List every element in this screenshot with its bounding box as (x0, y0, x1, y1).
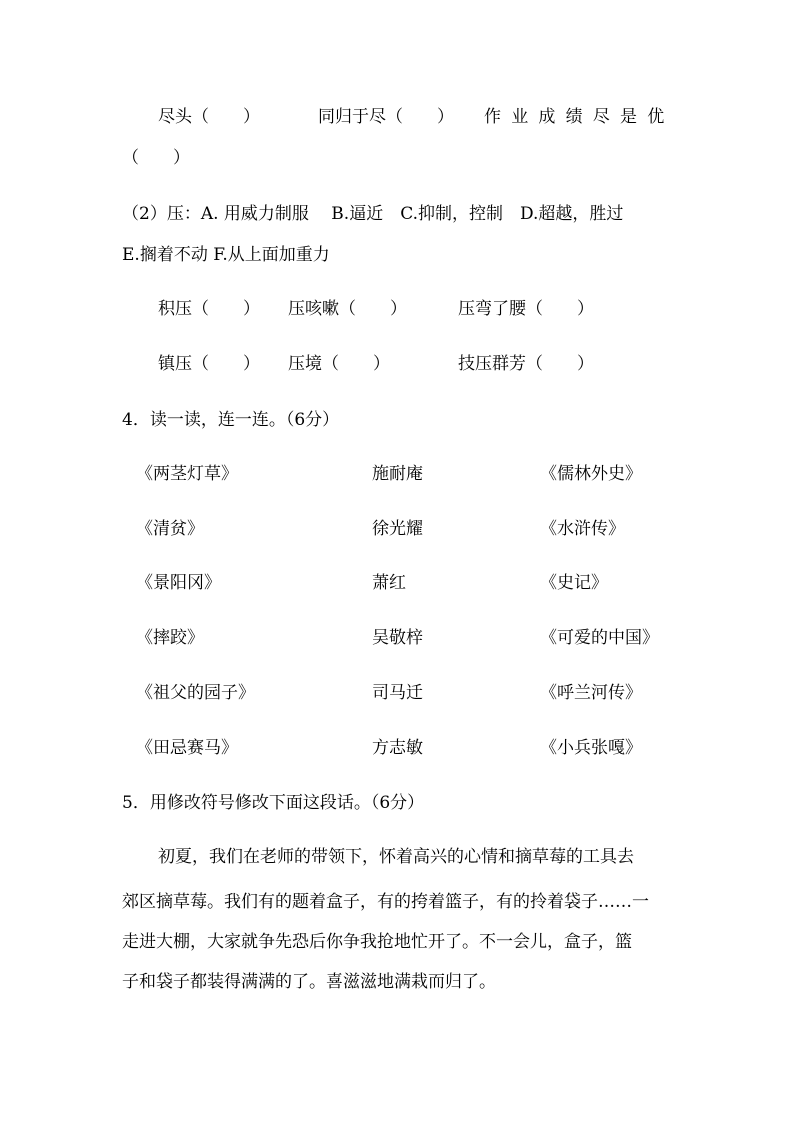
q4-source-book: 《史记》 (540, 573, 608, 593)
q4-author: 徐光耀 (372, 519, 423, 539)
q4-author: 吴敬梓 (372, 628, 423, 648)
q4-author: 萧红 (372, 573, 406, 593)
q3-row1-item2: 同归于尽（ ） (318, 107, 454, 127)
q4-source-book: 《水浒传》 (540, 519, 625, 539)
q3-row2-item2: 压咳嗽（ ） (288, 299, 407, 319)
q4-author: 施耐庵 (372, 464, 423, 484)
q3-row1-item3-blank: （ ） (122, 148, 190, 168)
q5-title: 5．用修改符号修改下面这段话。（6分） (122, 793, 425, 813)
q4-source-book: 《可爱的中国》 (540, 628, 659, 648)
q4-source-book: 《儒林外史》 (540, 464, 642, 484)
q4-source-book: 《呼兰河传》 (540, 683, 642, 703)
q3-row2-item3: 压弯了腰（ ） (458, 299, 594, 319)
q4-work: 《两茎灯草》 (136, 464, 238, 484)
q4-work: 《祖父的园子》 (136, 683, 255, 703)
q3-row2-item1: 积压（ ） (158, 299, 260, 319)
q4-title: 4．读一读，连一连。（6分） (122, 410, 340, 430)
q5-paragraph-line: 走进大棚，大家就争先恐后你争我抢地忙开了。不一会儿，盒子，篮 (122, 932, 632, 952)
q3-part2-definitions: （2）压：A. 用威力制服 B.逼近 C.抑制，控制 D.超越，胜过 (122, 204, 624, 224)
q3-row3-item2: 压境（ ） (288, 354, 390, 374)
q4-work: 《景阳冈》 (136, 573, 221, 593)
q4-work: 《清贫》 (136, 519, 204, 539)
q4-source-book: 《小兵张嘎》 (540, 738, 642, 758)
q3-row3-item3: 技压群芳（ ） (458, 354, 594, 374)
q4-author: 方志敏 (372, 738, 423, 758)
q3-row1-item3: 作业成绩尽是优 (484, 107, 675, 127)
q4-work: 《摔跤》 (136, 628, 204, 648)
q3-part2-definitions-cont: E.搁着不动 F.从上面加重力 (122, 245, 330, 265)
q5-paragraph-line: 郊区摘草莓。我们有的题着盒子，有的挎着篮子，有的拎着袋子……一 (122, 892, 649, 912)
q5-paragraph-line: 子和袋子都装得满满的了。喜滋滋地满栽而归了。 (122, 972, 496, 992)
q5-paragraph-line: 初夏，我们在老师的带领下，怀着高兴的心情和摘草莓的工具去 (158, 847, 634, 867)
q3-row3-item1: 镇压（ ） (158, 354, 260, 374)
q4-author: 司马迁 (372, 683, 423, 703)
q4-work: 《田忌赛马》 (136, 738, 238, 758)
q3-row1-item1: 尽头（ ） (158, 107, 260, 127)
